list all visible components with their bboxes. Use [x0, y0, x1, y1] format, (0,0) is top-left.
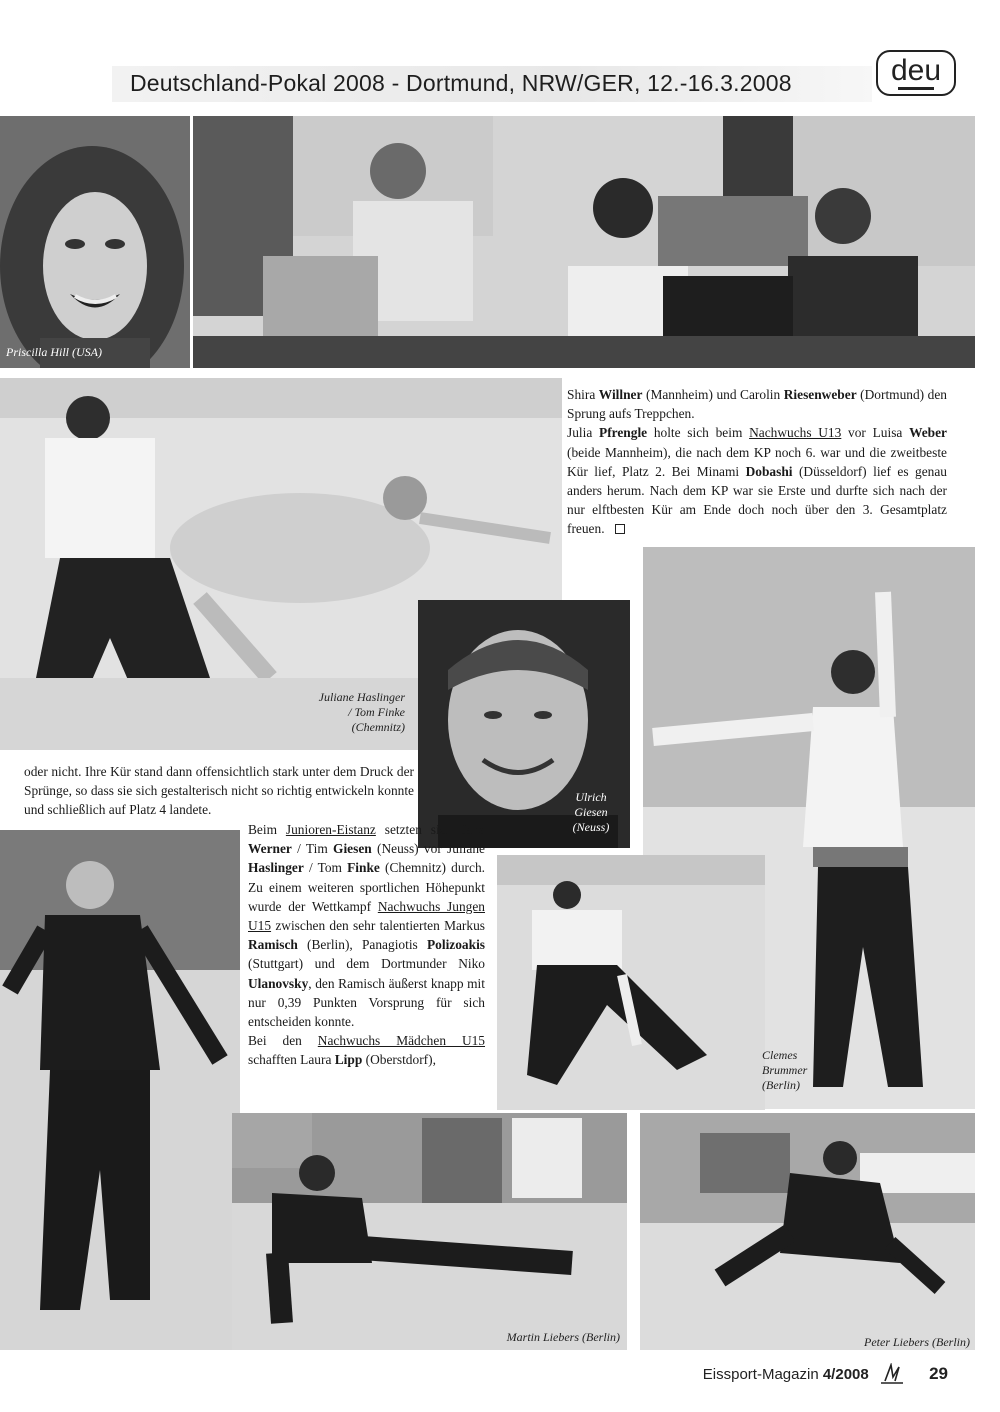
photo-technical-panel — [193, 116, 975, 368]
caption-line: Brummer — [762, 1063, 808, 1077]
page-number: 29 — [929, 1364, 948, 1383]
photo-priscilla-hill — [0, 116, 190, 368]
paragraph: Beim Junioren-Eistanz setzten sich Jana Werner / Tim Giesen (Neuss) vor Juliane Haslinger / Tom Finke (Chemnitz) durch. Zu einem weiteren sportlichen Höhepunkt wurde der Wettkampf Nachwuchs Jungen U15 zwischen den sehr talentierten Markus Ramisch (Berlin), Panagiotis Polizoakis (Stuttgart) und dem Dortmunder Niko Ulanovsky, den Ramisch äußerst knapp mit nur 0,39 Punkten Vorsprung für sich entscheiden konnte. — [248, 822, 485, 1030]
end-of-article-mark — [615, 524, 625, 534]
magazine-name: Eissport-Magazin — [702, 1366, 819, 1383]
caption-line: (Chemnitz) — [351, 720, 405, 734]
caption-haslinger-finke — [300, 690, 405, 735]
article-column-center — [248, 820, 485, 1070]
photo-martin-liebers — [232, 1113, 627, 1350]
article-continuation-left: oder nicht. Ihre Kür stand dann offensichtlich stark unter dem Druck der Sprünge, so dass sie sich gestalterisch nicht so richtig entwickeln konnte und schließlich auf Platz 4 landete. — [24, 764, 414, 818]
magazine-logo-icon — [877, 1363, 907, 1385]
caption-line: (Neuss) — [572, 820, 610, 834]
caption-line: Giesen — [574, 805, 608, 819]
page-footer — [703, 1363, 948, 1385]
caption-ulrich-giesen — [560, 790, 622, 835]
deu-logo — [876, 50, 956, 96]
caption-priscilla-hill: Priscilla Hill (USA) — [6, 345, 102, 359]
caption-line: (Berlin) — [762, 1078, 800, 1092]
paragraph: Shira Willner (Mannheim) und Carolin Riesenweber (Dortmund) den Sprung aufs Treppchen. — [567, 387, 947, 422]
page-title: Deutschland-Pokal 2008 - Dortmund, NRW/GER, 12.-16.3.2008 — [130, 70, 792, 96]
paragraph: Julia Pfrengle holte sich beim Nachwuchs U13 vor Luisa Weber (beide Mannheim), die nach dem KP noch 6. war und die zweitbeste Kür lief, Platz 2. Bei Minami Dobashi (Düsseldorf) lief es genau anders herum. Nach dem KP war sie Erste und durfte sich nach der nur elftbesten Kür am Ende doch noch über den 3. Gesamtplatz freuen. — [567, 425, 947, 537]
photo-clemes-brummer-lunge — [497, 855, 765, 1110]
article-column-right — [567, 385, 947, 539]
caption-martin-liebers: Martin Liebers (Berlin) — [506, 1330, 620, 1344]
caption-line: Juliane Haslinger — [318, 690, 405, 704]
caption-peter-liebers: Peter Liebers (Berlin) — [864, 1335, 970, 1349]
caption-clemes-brummer — [762, 1048, 822, 1093]
caption-line: Ulrich — [575, 790, 607, 804]
photo-skater-black-costume — [0, 830, 240, 1350]
photo-peter-liebers — [640, 1113, 975, 1350]
caption-line: / Tom Finke — [348, 705, 405, 719]
issue-number: 4/2008 — [822, 1366, 869, 1383]
deu-logo-text: deu — [890, 54, 942, 87]
paragraph: Bei den Nachwuchs Mädchen U15 schafften Laura Lipp (Oberstdorf), — [248, 1033, 486, 1068]
caption-line: Clemes — [762, 1048, 798, 1062]
